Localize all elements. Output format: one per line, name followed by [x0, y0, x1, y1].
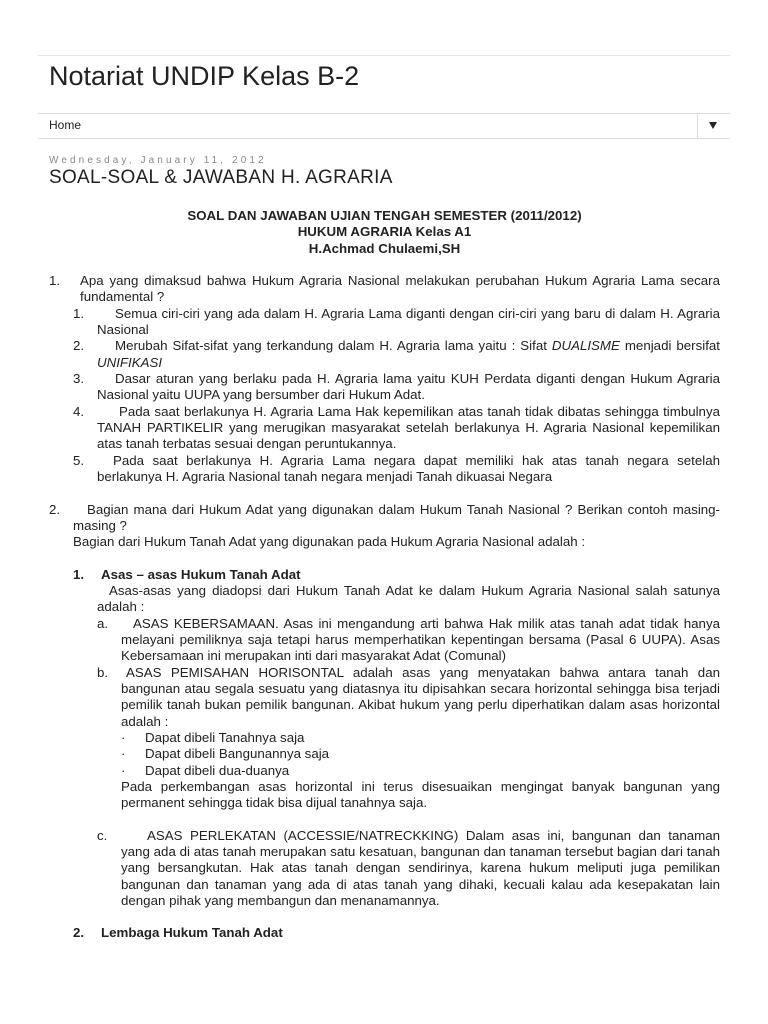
- exam-header-line: H.Achmad Chulaemi,SH: [308, 240, 461, 256]
- list-item: 5. Pada saat berlakunya H. Agraria Lama negara dapat memiliki hak atas tanah negara setelah berlakunya H. Agraria Nasional tanah negara menjadi Tanah dikuasai Negara: [73, 452, 720, 485]
- list-item: 2. Merubah Sifat-sifat yang terkandung dalam H. Agraria lama yaitu : Sifat DUALISME menjadi bersifat UNIFIKASI: [73, 338, 721, 370]
- post-title[interactable]: SOAL-SOAL & JAWABAN H. AGRARIA: [49, 167, 393, 188]
- post-date: Wednesday, January 11, 2012: [49, 155, 267, 166]
- list-item: c. ASAS PERLEKATAN (ACCESSIE/NATRECKKING) Dalam asas ini, bangunan dan tanaman yang ada di atas tanah merupakan satu kesatuan, bangunan dan tanaman tersebut bagian dari tanah yang bersangkutan. Hak atas tanah dengan sendirinya, karena hukum meliputi juga pemilikan bangunan dan tanaman yang ada di atas tanah yang dihaki, kecuali kalau ada kesepakatan lain dengan pihak yang membangun dan menanamannya.: [97, 827, 720, 909]
- nav-dropdown-button[interactable]: [697, 113, 730, 139]
- question-number: 1.: [49, 273, 61, 289]
- blog-title[interactable]: Notariat UNDIP Kelas B-2: [49, 61, 360, 91]
- paragraph: Pada perkembangan asas horizontal ini terus disesuaikan mengingat banyak bangunan yang permanent sehingga tidak bisa dijual tanahnya saja.: [121, 779, 720, 811]
- question-number: 2.: [49, 501, 61, 517]
- nav-home-link[interactable]: Home: [49, 118, 82, 132]
- post-body: [49, 208, 720, 942]
- header-divider: [38, 55, 730, 56]
- section-intro: Asas-asas yang diadopsi dari Hukum Tanah Adat ke dalam Hukum Agraria Nasional salah satunya adalah :: [97, 582, 720, 615]
- bullet-item: · Dapat dibeli Tanahnya saja: [121, 729, 305, 745]
- answer-intro: Bagian dari Hukum Tanah Adat yang digunakan pada Hukum Agraria Nasional adalah :: [73, 534, 586, 550]
- question-1: [49, 273, 720, 306]
- question-text: Bagian mana dari Hukum Adat yang digunakan dalam Hukum Tanah Nasional ? Berikan contoh masing-masing ?: [73, 501, 720, 533]
- list-item: a. ASAS KEBERSAMAAN. Asas ini mengandung arti bahwa Hak milik atas tanah adat tidak hanya melayani pemiliknya saja tetapi harus memperhatikan kepentingan bersama (Pasal 6 UUPA). Asas Kebersamaan ini merupakan inti dari masyarakat Adat (Comunal): [97, 615, 720, 664]
- bullet-item: · Dapat dibeli dua-duanya: [121, 762, 290, 778]
- answer-section: [49, 567, 720, 942]
- list-item: b. ASAS PEMISAHAN HORISONTAL adalah asas yang menyatakan bahwa antara tanah dan bangunan atau segala sesuatu yang diatasnya itu dipisahkan secara horizontal sehingga bisa terjadi pemilik tanah bukan pemilik bangunan. Akibat hukum yang perlu diperhatikan dalam asas horizontal adalah :: [97, 664, 720, 729]
- nav-bar: [38, 113, 730, 139]
- bullet-item: · Dapat dibeli Bangunannya saja: [121, 746, 330, 762]
- section-heading: 1. Asas – asas Hukum Tanah Adat: [73, 566, 301, 582]
- answer-list: [49, 306, 720, 486]
- list-item: 3. Dasar aturan yang berlaku pada H. Agraria lama yaitu KUH Perdata diganti dengan Hukum Agraria Nasional yaitu UUPA yang bersumber dari Hukum Adat.: [73, 371, 720, 403]
- list-item: 1. Semua ciri-ciri yang ada dalam H. Agraria Lama diganti dengan ciri-ciri yang baru di dalam H. Agraria Nasional: [73, 305, 720, 338]
- bullet-list: [97, 730, 720, 812]
- section-heading: 2. Lembaga Hukum Tanah Adat: [73, 925, 283, 941]
- question-text: Apa yang dimaksud bahwa Hukum Agraria Nasional melakukan perubahan Hukum Agraria Lama secara fundamental ?: [80, 273, 720, 305]
- question-2: [49, 502, 720, 535]
- exam-header-line: SOAL DAN JAWABAN UJIAN TENGAH SEMESTER (2011/2012): [187, 208, 582, 223]
- principle-list: [73, 616, 720, 910]
- exam-header-line: HUKUM AGRARIA Kelas A1: [297, 224, 472, 240]
- list-item: 4. Pada saat berlakunya H. Agraria Lama Hak kepemilikan atas tanah tidak dibatas sehingga timbulnya TANAH PARTIKELIR yang merugikan masyarakat setelah berlakunya H. Agraria Nasional kepemilikan atas tanah terbatas sesuai dengan peruntukannya.: [73, 403, 720, 452]
- caret-down-icon: [709, 122, 717, 129]
